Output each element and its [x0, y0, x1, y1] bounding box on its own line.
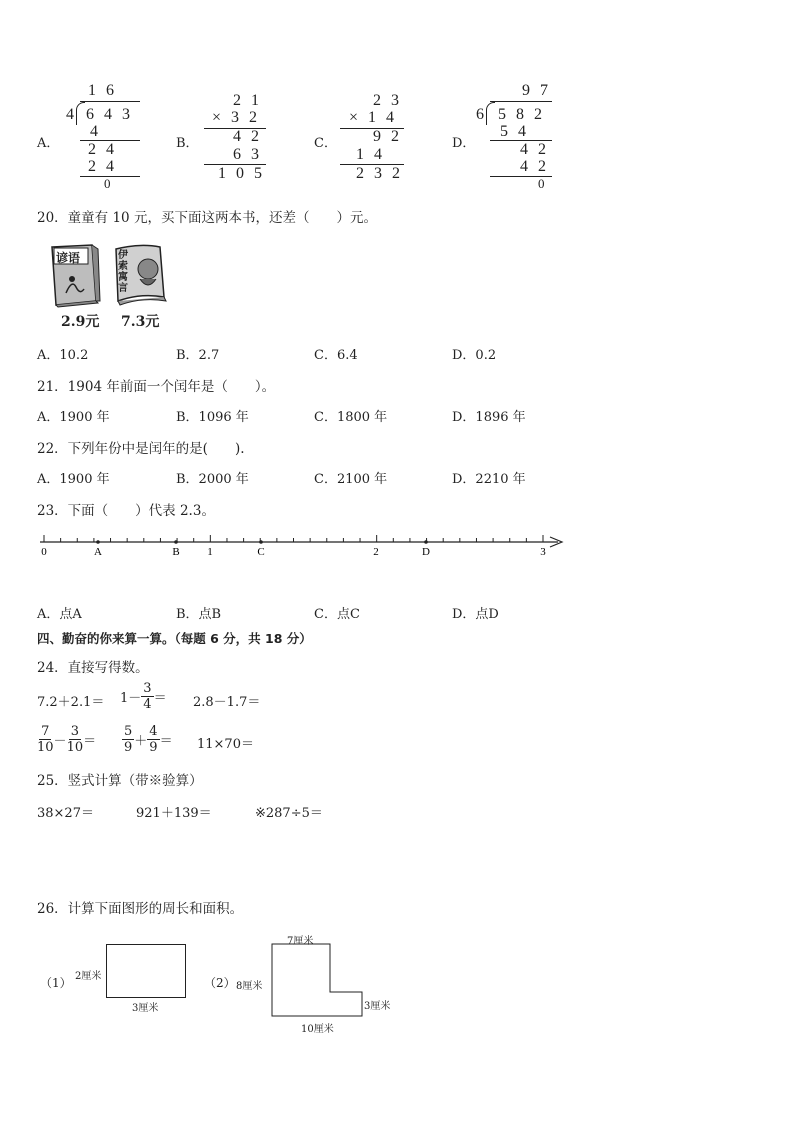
expr-part: －	[53, 734, 67, 749]
point-label: D	[422, 546, 430, 558]
remainder: 0	[538, 176, 548, 191]
option-c[interactable]: C．1800 年	[314, 410, 388, 425]
expression: 11×70＝	[197, 737, 254, 752]
remainder: 0	[104, 176, 114, 191]
expression: 2.8－1.7＝	[193, 695, 261, 710]
rectangle-shape	[106, 944, 186, 998]
factor: × 1 4	[349, 109, 398, 126]
factor: 2 3	[373, 92, 402, 109]
point-d	[424, 540, 428, 544]
step: 4 2	[520, 141, 549, 158]
divisor: 6	[476, 106, 487, 123]
product: 1 0 5	[218, 165, 265, 182]
tick-label: 1	[207, 546, 213, 558]
option-b[interactable]: B．1096 年	[176, 410, 249, 425]
option-a[interactable]: A．1900 年	[37, 472, 110, 487]
question-24-text: 24．直接写得数。	[37, 660, 149, 676]
dividend: 6 4 3	[86, 106, 133, 123]
point-c	[259, 540, 263, 544]
dividend: 5 8 2	[498, 106, 545, 123]
option-d[interactable]: D．点D	[452, 607, 499, 622]
tick-label: 2	[373, 546, 379, 558]
quotient: 1 6	[88, 82, 117, 99]
product: 2 3 2	[356, 165, 403, 182]
division-bracket	[486, 102, 495, 125]
option-d[interactable]: D．1896 年	[452, 410, 526, 425]
expression: ※287÷5＝	[255, 806, 323, 821]
book-price: 7.3元	[121, 314, 160, 330]
number-line-ticks	[44, 535, 543, 542]
step: 2 4	[88, 158, 117, 175]
expression: 921＋139＝	[136, 806, 212, 821]
option-c[interactable]: C．6.4	[314, 348, 358, 363]
factor: 2 1	[233, 92, 262, 109]
point-a	[96, 540, 100, 544]
number-line	[30, 526, 570, 560]
dimension-label: 3厘米	[364, 1001, 391, 1012]
tick-label: 3	[540, 546, 546, 558]
partial-product: 6 3	[233, 146, 262, 163]
quotient: 9 7	[522, 82, 551, 99]
option-b[interactable]: B．2.7	[176, 348, 220, 363]
option-d[interactable]: D．2210 年	[452, 472, 526, 487]
figure-label: （1）	[40, 976, 72, 990]
book-price: 2.9元	[61, 314, 100, 330]
l-shape	[268, 940, 368, 1020]
expr-part: 1－	[120, 691, 142, 706]
tick-label: 0	[41, 546, 47, 558]
step: 2 4	[88, 141, 117, 158]
fraction: $\frac{3}{10}$	[66, 724, 84, 755]
question-25-text: 25．竖式计算（带※验算）	[37, 773, 203, 789]
question-20-text: 20．童童有 10 元，买下面这两本书，还差（ ）元。	[37, 210, 377, 226]
option-c[interactable]: C．2100 年	[314, 472, 388, 487]
dimension-label: 10厘米	[301, 1024, 334, 1035]
partial-product: 4 2	[233, 128, 262, 145]
figure-label: （2）	[204, 976, 236, 990]
section-heading: 四、勤奋的你来算一算。（每题 6 分，共 18 分）	[37, 631, 312, 646]
dimension-label: 7厘米	[287, 936, 314, 947]
fraction: $\frac{4}{9}$	[149, 724, 158, 755]
fraction: $\frac{3}{4}$	[143, 681, 152, 712]
step: 4 2	[520, 158, 549, 175]
point-label: C	[257, 546, 265, 558]
expr-part: ＋	[134, 734, 148, 749]
dimension-label: 2厘米	[75, 971, 102, 982]
dimension-label: 8厘米	[236, 981, 263, 992]
question-26-text: 26．计算下面图形的周长和面积。	[37, 901, 244, 917]
question-23-text: 23．下面（ ）代表 2.3。	[37, 503, 215, 519]
fraction: $\frac{7}{10}$	[37, 724, 54, 755]
option-a[interactable]: A．点A	[37, 607, 82, 622]
option-a[interactable]: A．1900 年	[37, 410, 110, 425]
option-label: A．	[37, 136, 60, 151]
expression	[122, 724, 173, 755]
expr-part: ＝	[153, 691, 167, 706]
option-label: B．	[176, 136, 199, 151]
divisor: 4	[66, 106, 77, 123]
expr-part: ＝	[83, 734, 97, 749]
step: 4	[90, 123, 101, 140]
option-b[interactable]: B．2000 年	[176, 472, 249, 487]
option-c[interactable]: C．点C	[314, 607, 360, 622]
step: 5 4	[500, 123, 529, 140]
option-b[interactable]: B．点B	[176, 607, 222, 622]
question-21-text: 21．1904 年前面一个闰年是（ ）。	[37, 379, 276, 395]
factor: × 3 2	[212, 109, 261, 126]
partial-product: 1 4	[356, 146, 385, 163]
book-title: 伊索寓言	[118, 250, 128, 294]
option-label: D．	[452, 136, 476, 151]
expression	[120, 681, 167, 712]
point-b	[174, 540, 178, 544]
option-d[interactable]: D．0.2	[452, 348, 497, 363]
book-title: 谚语	[56, 251, 81, 265]
dimension-label: 3厘米	[132, 1003, 159, 1014]
expression: 7.2＋2.1＝	[37, 695, 105, 710]
partial-product: 9 2	[373, 128, 402, 145]
expr-part: ＝	[159, 734, 173, 749]
option-a[interactable]: A．10.2	[37, 348, 89, 363]
expression	[37, 724, 96, 755]
expression: 38×27＝	[37, 806, 94, 821]
fraction: $\frac{5}{9}$	[124, 724, 133, 755]
division-bracket	[76, 102, 85, 125]
point-label: B	[172, 546, 180, 558]
option-label: C．	[314, 136, 337, 151]
question-22-text: 22．下列年份中是闰年的是( ).	[37, 441, 245, 457]
point-label: A	[94, 546, 102, 558]
